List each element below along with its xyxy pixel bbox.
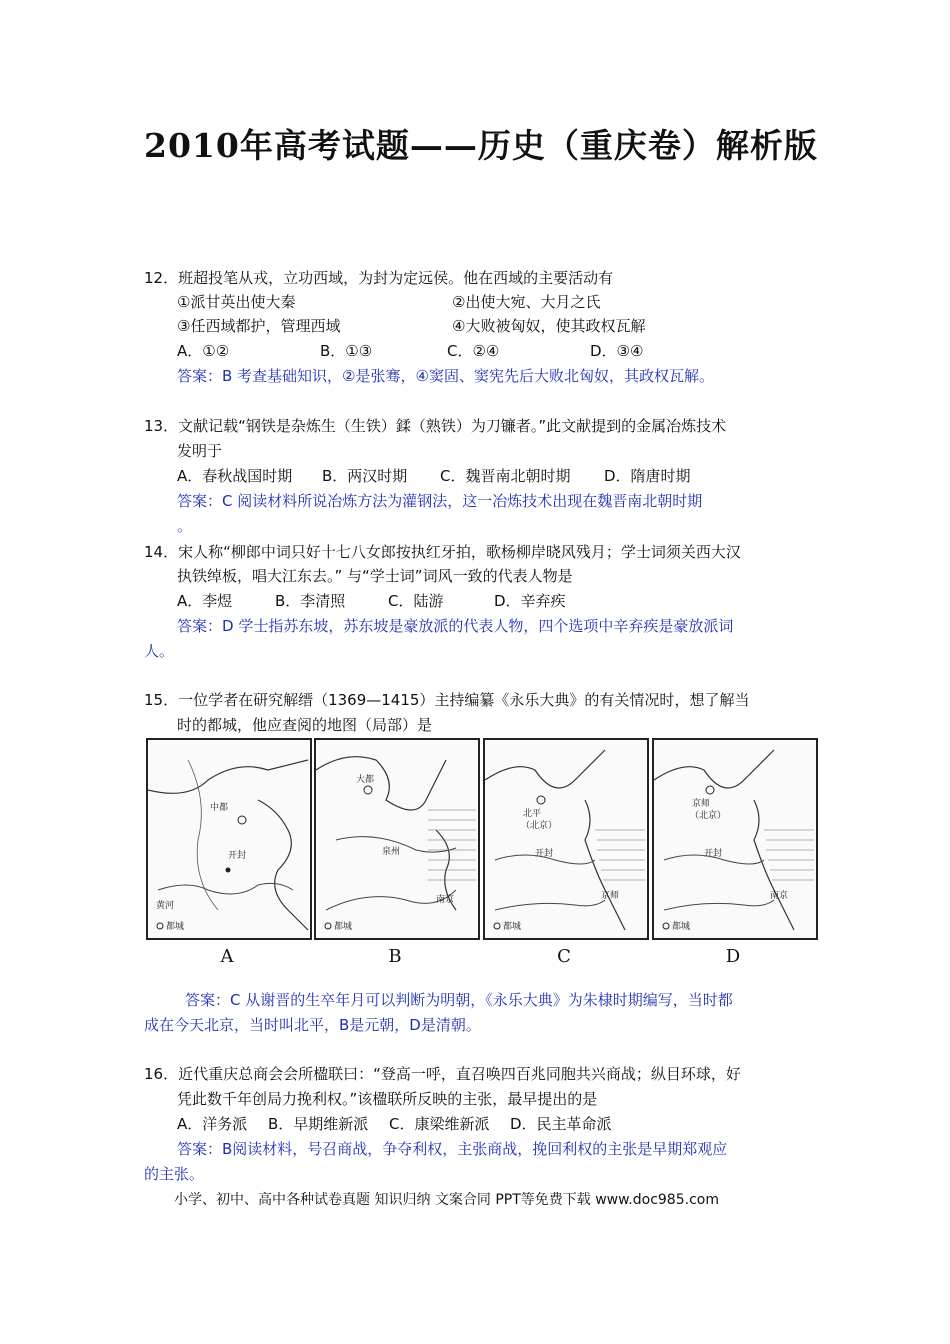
map-c-capital-sub: （北京） bbox=[521, 821, 558, 831]
map-c bbox=[483, 738, 649, 940]
map-options bbox=[144, 738, 816, 970]
map-c-legend: 都城 bbox=[503, 922, 522, 932]
q12-item-1: ①派甘英出使大秦 bbox=[177, 293, 296, 311]
q13-answer-2: 。 bbox=[177, 517, 193, 535]
map-d-legend: 都城 bbox=[672, 922, 691, 932]
map-b-city1: 泉州 bbox=[382, 847, 401, 857]
q12-stem: 12．班超投笔从戎，立功西域，为封为定远侯。他在西域的主要活动有 bbox=[144, 269, 614, 287]
map-label-d: D bbox=[725, 946, 741, 967]
q15-answer-1: 答案：C 从谢晋的生卒年月可以判断为明朝，《永乐大典》为朱棣时期编写，当时都 bbox=[185, 991, 733, 1009]
map-a-legend: 都城 bbox=[166, 922, 185, 932]
map-d-city1: 开封 bbox=[704, 849, 723, 859]
q13-option-d: D．隋唐时期 bbox=[604, 467, 691, 485]
q12-option-c: C．②④ bbox=[447, 342, 500, 360]
q13-stem-2: 发明于 bbox=[177, 442, 223, 460]
map-a-city: 开封 bbox=[228, 851, 247, 861]
map-b-city2: 南京 bbox=[436, 895, 455, 905]
q16-option-b: B．早期维新派 bbox=[268, 1115, 369, 1133]
map-d-drawing bbox=[654, 740, 816, 938]
q16-option-c: C．康梁维新派 bbox=[389, 1115, 490, 1133]
q12-item-2: ②出使大宛、大月之氏 bbox=[452, 293, 601, 311]
q13-option-c: C．魏晋南北朝时期 bbox=[440, 467, 571, 485]
map-d bbox=[652, 738, 818, 940]
q16-answer-2: 的主张。 bbox=[144, 1165, 205, 1183]
q12-option-d: D．③④ bbox=[590, 342, 644, 360]
q15-stem-1: 15．一位学者在研究解缙（1369—1415）主持编纂《永乐大典》的有关情况时，想了解当 bbox=[144, 691, 750, 709]
map-d-city2: 南京 bbox=[770, 891, 789, 901]
map-c-drawing bbox=[485, 740, 647, 938]
q14-answer-1: 答案：D 学士指苏东坡，苏东坡是豪放派的代表人物，四个选项中辛弃疾是豪放派词 bbox=[177, 617, 734, 635]
q14-option-d: D．辛弃疾 bbox=[494, 592, 566, 610]
q15-stem-2: 时的都城，他应查阅的地图（局部）是 bbox=[177, 716, 433, 734]
q12-option-b: B．①③ bbox=[320, 342, 373, 360]
q12-item-3: ③任西域都护，管理西域 bbox=[177, 317, 341, 335]
q14-stem-2: 执铁绰板，唱大江东去。” 与“学士词”词风一致的代表人物是 bbox=[177, 567, 573, 585]
map-d-capital: 京师 bbox=[692, 799, 711, 809]
q16-stem-2: 凭此数千年创局力挽利权。”该楹联所反映的主张，最早提出的是 bbox=[177, 1090, 598, 1108]
map-label-b: B bbox=[388, 946, 402, 967]
map-a bbox=[146, 738, 312, 940]
q16-option-a: A．洋务派 bbox=[177, 1115, 248, 1133]
map-d-capital-sub: （北京） bbox=[690, 811, 727, 821]
q12-item-4: ④大败被匈奴，使其政权瓦解 bbox=[452, 317, 646, 335]
map-c-city1: 开封 bbox=[535, 849, 554, 859]
q13-stem-1: 13．文献记载“钢铁是杂炼生（生铁）鍒（熟铁）为刀镰者。”此文献提到的金属冶炼技术 bbox=[144, 417, 727, 435]
q15-answer-2: 成在今天北京，当时叫北平，B是元朝，D是清朝。 bbox=[144, 1016, 481, 1034]
map-c-capital: 北平 bbox=[523, 809, 542, 819]
q12-answer: 答案：B 考查基础知识，②是张骞，④窦固、窦宪先后大败北匈奴，其政权瓦解。 bbox=[177, 367, 714, 385]
q14-option-c: C．陆游 bbox=[388, 592, 444, 610]
map-a-river: 黄河 bbox=[156, 901, 175, 911]
map-label-c: C bbox=[557, 946, 571, 967]
map-label-a: A bbox=[220, 946, 234, 967]
q14-stem-1: 14．宋人称“柳郎中词只好十七八女郎按执红牙拍，歌杨柳岸晓风残月；学士词须关西大汉 bbox=[144, 543, 741, 561]
map-a-drawing bbox=[148, 740, 310, 938]
page-title: 2010年高考试题——历史（重庆卷）解析版 bbox=[144, 126, 818, 165]
q13-option-a: A．春秋战国时期 bbox=[177, 467, 293, 485]
map-b-drawing bbox=[316, 740, 478, 938]
map-a-capital: 中都 bbox=[210, 803, 229, 813]
q13-answer-1: 答案：C 阅读材料所说冶炼方法为灌钢法，这一冶炼技术出现在魏晋南北朝时期 bbox=[177, 492, 703, 510]
q16-stem-1: 16．近代重庆总商会会所楹联曰：“登高一呼，直召唤四百兆同胞共兴商战；纵目环球，好 bbox=[144, 1065, 741, 1083]
map-b-legend: 都城 bbox=[334, 922, 353, 932]
map-b bbox=[314, 738, 480, 940]
q14-option-a: A．李煜 bbox=[177, 592, 233, 610]
map-b-capital: 大都 bbox=[356, 775, 375, 785]
q12-option-a: A．①② bbox=[177, 342, 230, 360]
q14-answer-2: 人。 bbox=[144, 642, 175, 660]
q16-option-d: D．民主革命派 bbox=[510, 1115, 612, 1133]
map-c-city2: 京师 bbox=[601, 891, 620, 901]
q16-answer-1: 答案：B阅读材料，号召商战，争夺利权，主张商战，挽回利权的主张是早期郑观应 bbox=[177, 1140, 728, 1158]
q14-option-b: B．李清照 bbox=[275, 592, 346, 610]
q13-option-b: B．两汉时期 bbox=[322, 467, 408, 485]
footer-text: 小学、初中、高中各种试卷真题 知识归纳 文案合同 PPT等免费下载 www.doc985.com bbox=[174, 1192, 719, 1208]
